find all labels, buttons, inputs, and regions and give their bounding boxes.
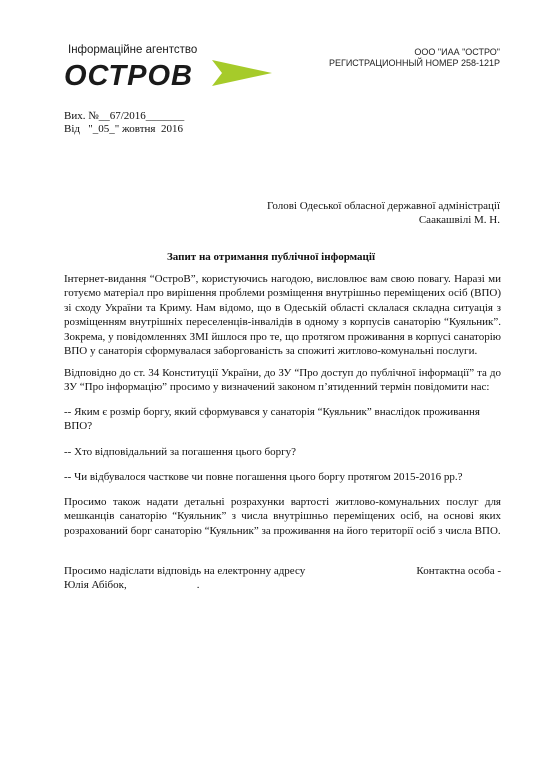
recipient-position: Голові Одеської обласної державної адміністрації (266, 200, 500, 212)
closing-block (64, 564, 501, 593)
contact-person-label: Контактна особа - (416, 565, 501, 577)
closing-period: . (196, 579, 200, 592)
outgoing-date: Від "_05_" жовтня 2016 (64, 123, 183, 135)
reply-request: Просимо надіслати відповідь на електронну адресу (64, 565, 306, 577)
outgoing-reference (64, 110, 184, 136)
question-debt-size: -- Яким є розмір боргу, який сформувався у санаторія “Куяльник” внаслідок проживання ВПО? (64, 406, 480, 433)
question-responsible: -- Хто відповідальний за погашення цього боргу? (64, 446, 296, 458)
company-name: ООО "ИАА "ОСТРО" (414, 47, 500, 57)
question-repayment: -- Чи відбувалося часткове чи повне погашення цього боргу протягом 2015-2016 рр.? (64, 471, 463, 483)
recipient-block (267, 199, 500, 227)
paragraph-legal-basis: Відповідно до ст. 34 Конституції України, до ЗУ “Про доступ до публічної інформації” та до ЗУ “Про інформацію” просимо у визначений законом п’ятиденний термін повідомити нас: (64, 367, 501, 394)
paragraph-intro: Інтернет-видання “ОстроВ”, користуючись нагодою, висловлює вам свою повагу. Наразі ми готуємо матеріал про вирішення проблеми розміщення внутрішньо переміщених осіб (ВПО) зі сходу України та Криму. Нам відомо, що в Одеській області склалася складна ситуація з розміщенням внутрішніх переселенців-інвалідів в одному з корпусів санаторію “Куяльник”. Зокрема, у повідомленнях ЗМІ йшлося про те, що протягом проживання в корпусі санаторію ВПО у санаторія сформувалася заборгованість за спожиті житлово-комунальні послуги. (64, 273, 501, 358)
contact-name: Юлія Абібок, (64, 579, 127, 592)
outgoing-number: Вих. №__67/2016_______ (64, 110, 185, 122)
registration-number: РЕГИСТРАЦИОННЫЙ НОМЕР 258-121Р (328, 58, 500, 68)
ostrov-logo-icon (62, 56, 272, 90)
company-info (329, 47, 500, 69)
agency-label: Інформаційне агентство (68, 44, 198, 56)
logo-wordmark: ОСТРОВ (64, 60, 193, 90)
document-title: Запит на отримання публічної інформації (166, 251, 376, 263)
recipient-name: Саакашвілі М. Н. (418, 214, 500, 226)
paragraph-calculations: Просимо також надати детальні розрахунки вартості житлово-комунальних послуг для мешканців санаторію “Куяльник” з числа внутрішньо переміщених осіб, на основі яких розрахований борг санаторію “Куяльник” за проживання на його території осіб з числа ВПО. (64, 496, 501, 537)
agency-logo (62, 44, 272, 90)
